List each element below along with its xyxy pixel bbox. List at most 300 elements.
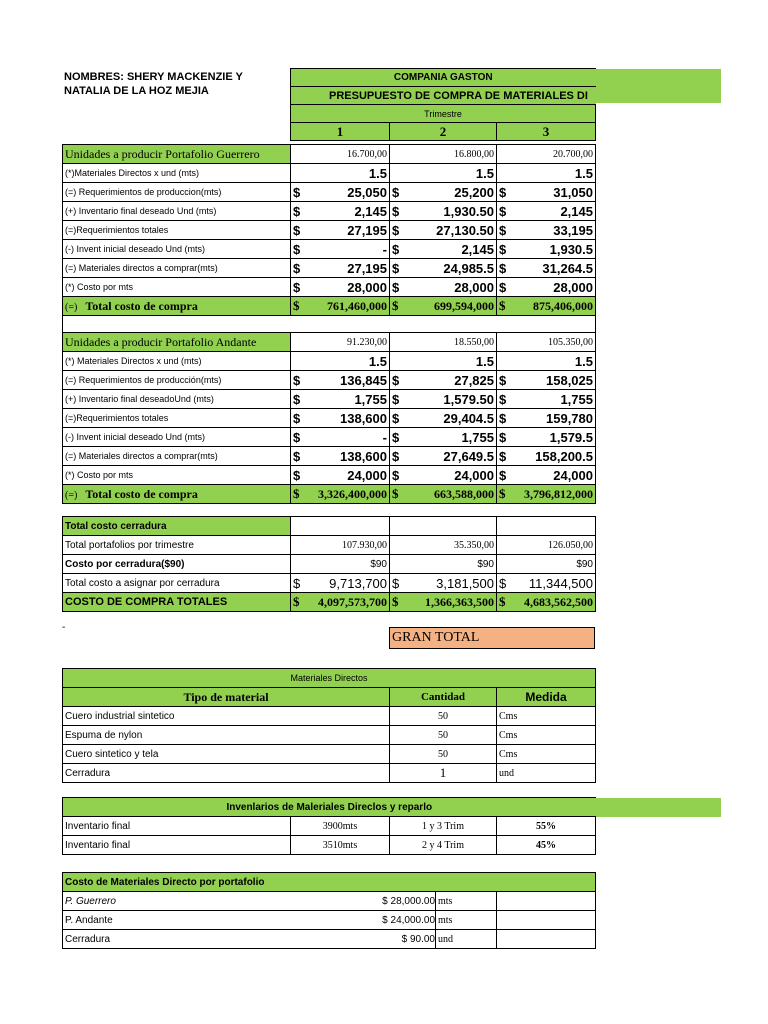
budget-header [290,68,596,141]
andante-row-q2-value: 27,825 [454,372,494,388]
dollar-sign: $ [392,298,399,313]
guerrero-row-q3-wrap [499,242,593,257]
andante-row-q1-value: 136,845 [340,372,387,388]
dollar-sign: $ [499,298,506,313]
dollar-sign: $ [499,594,506,609]
cerradura-row [63,574,596,593]
costo-label-text: P. Guerrero [65,895,116,907]
guerrero-row-q1 [291,202,390,221]
materiales-header-medida: Medida [497,688,596,707]
guerrero-row-label: (+) Inventario final deseado Und (mts) [63,202,291,221]
cerradura-row-q2: $90 [390,555,497,574]
andante-row-label: (=)Requerimientos totales [63,409,291,428]
andante-row-q3-value: 1,755 [560,391,593,407]
andante-row [63,428,596,447]
guerrero-total-q1-value: 761,460,000 [327,298,387,313]
material-qty: 50 [390,726,497,745]
guerrero-row-q1-value: - [382,241,387,257]
costo-label [63,911,436,930]
andante-row [63,447,596,466]
guerrero-row-q2 [390,278,497,297]
andante-row-q2-value: 1,755 [461,429,494,445]
andante-row [63,371,596,390]
cerradura-row-label: Total costo a asignar por cerradura [63,574,291,593]
dollar-sign: $ [293,372,301,388]
quarter-1-header: 1 [291,123,390,141]
andante-total-q2-value: 663,588,000 [434,486,494,501]
guerrero-row-q2 [390,202,497,221]
cerradura-row-q3: $90 [497,555,596,574]
inventarios-green-extension [594,798,721,817]
andante-total-q1-wrap [293,486,387,502]
costo-row [63,911,596,930]
guerrero-row [63,259,596,278]
guerrero-row-q2-wrap [392,280,494,295]
andante-row-q3 [497,466,596,485]
dollar-sign: $ [392,222,400,238]
guerrero-total-q2 [390,297,497,316]
andante-row-q1 [291,390,390,409]
cerradura-table [62,516,596,612]
guerrero-row-q2-wrap [392,223,494,238]
andante-row-q2 [390,371,497,390]
andante-row-q1 [291,428,390,447]
andante-row-q3-wrap [499,468,593,483]
dollar-sign: $ [392,279,400,295]
dollar-sign: $ [499,429,507,445]
costo-label-text: Cerradura [65,933,111,945]
dollar-sign: $ [392,391,400,407]
guerrero-row-q2-value: 24,985.5 [443,260,494,276]
inventario-trim: 2 y 4 Trim [390,836,497,855]
andante-row-q3-wrap [499,373,593,388]
inventario-qty: 3510mts [291,836,390,855]
guerrero-row-label: (*)Materiales Directos x und (mts) [63,164,291,183]
guerrero-row-q1-wrap [293,223,387,238]
andante-row-q3: 1.5 [497,352,596,371]
cerradura-row-q1: 107.930,00 [291,536,390,555]
dollar-sign: $ [499,203,507,219]
costo-row [63,892,596,911]
cerradura-total-q2 [390,593,497,612]
material-row [63,764,596,783]
dollar-sign: $ [392,410,400,426]
names-line-2: NATALIA DE LA HOZ MEJIA [64,85,209,97]
andante-row-q2-value: 29,404.5 [443,410,494,426]
andante-row-q2-wrap [392,373,494,388]
gran-total-label: GRAN TOTAL [392,630,480,645]
guerrero-total-q3-wrap [499,298,593,314]
cerradura-row-q2-value: 3,181,500 [436,575,494,591]
guerrero-units-label: Unidades a producir Portafolio Guerrero [63,145,291,164]
andante-row-q1-value: - [382,429,387,445]
guerrero-row-q3-wrap [499,261,593,276]
costo-row [63,930,596,949]
guerrero-row-q1 [291,183,390,202]
dollar-sign: $ [499,372,507,388]
guerrero-row [63,278,596,297]
guerrero-row-q2: 1.5 [390,164,497,183]
guerrero-row-q3-value: 31,050 [553,184,593,200]
cerradura-total-q3 [497,593,596,612]
empty-cell [497,517,596,536]
andante-row-q3-wrap [499,392,593,407]
cerradura-row-q1-wrap [293,576,387,591]
andante-units-row [63,333,596,352]
andante-total-q2 [390,485,497,504]
costo-label-value-wrap [65,896,435,907]
guerrero-row-q2-value: 28,000 [454,279,494,295]
inventario-pct: 55% [497,817,596,836]
guerrero-total-q2-wrap [392,298,494,314]
material-unit: Cms [497,745,596,764]
guerrero-total-q3 [497,297,596,316]
andante-row-q3-value: 159,780 [546,410,593,426]
cerradura-total-q1-wrap [293,594,387,610]
guerrero-units-q3: 20.700,00 [497,145,596,164]
guerrero-row-q1 [291,221,390,240]
guerrero-row-q1-wrap [293,280,387,295]
guerrero-row [63,221,596,240]
guerrero-row [63,240,596,259]
guerrero-row-q3-wrap [499,223,593,238]
andante-row-q1 [291,466,390,485]
guerrero-total-q1 [291,297,390,316]
costos-table [62,872,596,949]
guerrero-row [63,183,596,202]
costo-label [63,892,436,911]
materiales-header-tipo: Tipo de material [63,688,390,707]
andante-row [63,352,596,371]
guerrero-row-q2 [390,183,497,202]
andante-row-q1-value: 24,000 [347,467,387,483]
materiales-title: Materiales Directos [63,669,596,688]
guerrero-row-q3-value: 33,195 [553,222,593,238]
inventario-label: Inventario final [63,836,291,855]
andante-row-q3 [497,371,596,390]
company-name: COMPANIA GASTON [291,69,596,87]
guerrero-total-q3-value: 875,406,000 [533,298,593,313]
dollar-sign: $ [499,410,507,426]
cerradura-row-label: Costo por cerradura($90) [63,555,291,574]
costos-title: Costo de Materiales Directo por portafolio [63,873,596,892]
guerrero-row-q2 [390,240,497,259]
material-name: Cuero industrial sintetico [63,707,390,726]
cerradura-row-q2-wrap [392,576,494,591]
dollar-sign: $ [293,279,301,295]
inventario-label: Inventario final [63,817,291,836]
cerradura-title: Total costo cerradura [63,517,291,536]
andante-row [63,409,596,428]
andante-total-q1-value: 3,326,400,000 [318,486,387,501]
stray-dash: - [62,622,66,633]
andante-row-q1 [291,371,390,390]
guerrero-row-q3 [497,259,596,278]
andante-row-q2-wrap [392,449,494,464]
cerradura-total-q1 [291,593,390,612]
andante-row-q1-wrap [293,449,387,464]
andante-row-q2-value: 24,000 [454,467,494,483]
inventario-row [63,836,596,855]
main-budget-table [62,144,596,504]
cerradura-row-q1: $90 [291,555,390,574]
andante-row-q2 [390,447,497,466]
material-unit: und [497,764,596,783]
andante-row-label: (*) Costo por mts [63,466,291,485]
guerrero-row-q2 [390,259,497,278]
guerrero-row-q3-value: 1,930.5 [549,241,593,257]
cerradura-row-q3 [497,574,596,593]
material-name: Cuero sintetico y tela [63,745,390,764]
dollar-sign: $ [392,203,400,219]
costo-label-text: P. Andante [65,914,113,926]
guerrero-row-q1-value: 2,145 [354,203,387,219]
material-name: Cerradura [63,764,390,783]
guerrero-row-q1 [291,278,390,297]
inventario-pct: 45% [497,836,596,855]
material-row [63,745,596,764]
inventario-row [63,817,596,836]
material-qty: 50 [390,745,497,764]
material-unit: Cms [497,726,596,745]
inventario-qty: 3900mts [291,817,390,836]
dollar-sign: $ [392,429,400,445]
guerrero-total-row [63,297,596,316]
dollar-sign: $ [499,448,507,464]
dollar-sign: $ [392,467,400,483]
andante-row-q1-wrap [293,392,387,407]
dollar-sign: $ [293,298,300,313]
guerrero-row-q1-wrap [293,185,387,200]
guerrero-row-q2-wrap [392,185,494,200]
dollar-sign: $ [499,575,507,591]
cerradura-row-q2 [390,574,497,593]
andante-row-q3-value: 1,579.5 [549,429,593,445]
andante-row-label: (*) Materiales Directos x und (mts) [63,352,291,371]
andante-row-q3-wrap [499,411,593,426]
names-line-1: NOMBRES: SHERY MACKENZIE Y [64,71,243,83]
andante-units-q1: 91.230,00 [291,333,390,352]
andante-row-q2-wrap [392,392,494,407]
guerrero-row-q2-value: 2,145 [461,241,494,257]
cerradura-total-q2-wrap [392,594,494,610]
dollar-sign: $ [499,467,507,483]
guerrero-row-q1-value: 27,195 [347,222,387,238]
andante-units-q3: 105.350,00 [497,333,596,352]
cerradura-total-q3-value: 4,683,562,500 [524,594,593,609]
inventarios-table [62,797,596,855]
andante-row-q2-value: 27,649.5 [443,448,494,464]
andante-row [63,466,596,485]
andante-row-q3-value: 158,025 [546,372,593,388]
andante-total-q2-wrap [392,486,494,502]
dollar-sign: $ [293,241,301,257]
dollar-sign: $ [293,594,300,609]
guerrero-row-q1-wrap [293,261,387,276]
andante-row-q1-wrap [293,373,387,388]
guerrero-row-q2-wrap [392,204,494,219]
dollar-sign: $ [293,260,301,276]
dollar-sign: $ [392,575,400,591]
andante-row-q3 [497,447,596,466]
cerradura-row-q1 [291,574,390,593]
andante-total-row [63,485,596,504]
andante-row-q1-value: 138,600 [340,410,387,426]
andante-row-q3-wrap [499,430,593,445]
guerrero-row-q1-wrap [293,204,387,219]
costo-value: $ 24,000.00 [382,914,435,926]
dollar-sign: $ [392,372,400,388]
dollar-sign: $ [392,241,400,257]
material-unit: Cms [497,707,596,726]
cerradura-row-q1-value: 9,713,700 [329,575,387,591]
guerrero-row [63,164,596,183]
dollar-sign: $ [392,184,400,200]
dollar-sign: $ [293,203,301,219]
guerrero-row-q3 [497,221,596,240]
guerrero-total-label [63,297,291,316]
cerradura-row-q3-wrap [499,576,593,591]
dollar-sign: $ [293,391,301,407]
guerrero-row-q2-wrap [392,242,494,257]
andante-row-q1-wrap [293,430,387,445]
cerradura-total-q1-value: 4,097,573,700 [318,594,387,609]
guerrero-row-q1-value: 28,000 [347,279,387,295]
andante-row-q2 [390,466,497,485]
andante-row-q2 [390,428,497,447]
guerrero-row-q2-value: 27,130.50 [436,222,494,238]
dollar-sign: $ [499,486,506,501]
andante-row-q1: 1.5 [291,352,390,371]
guerrero-row-q2 [390,221,497,240]
dollar-sign: $ [499,391,507,407]
costo-unit: mts [436,892,497,911]
andante-row-label: (=) Materiales directos a comprar(mts) [63,447,291,466]
andante-total-q3 [497,485,596,504]
dollar-sign: $ [392,448,400,464]
material-qty: 50 [390,707,497,726]
guerrero-row-q2-value: 1,930.50 [443,203,494,219]
dollar-sign: $ [499,184,507,200]
dollar-sign: $ [293,429,301,445]
material-row [63,707,596,726]
guerrero-row-q3 [497,278,596,297]
andante-row-q2-wrap [392,411,494,426]
empty-cell [497,930,596,949]
andante-row-label: (+) Inventario final deseadoUnd (mts) [63,390,291,409]
guerrero-row-q3-wrap [499,204,593,219]
material-name: Espuma de nylon [63,726,390,745]
material-qty: 1 [390,764,497,783]
guerrero-row-q2-wrap [392,261,494,276]
guerrero-row-label: (=) Materiales directos a comprar(mts) [63,259,291,278]
empty-cell [291,517,390,536]
dollar-sign: $ [392,260,400,276]
dollar-sign: $ [293,486,300,501]
andante-row-q2-wrap [392,430,494,445]
total-text: Total costo de compra [85,486,198,501]
guerrero-row-q2-value: 25,200 [454,184,494,200]
guerrero-row-q3: 1.5 [497,164,596,183]
empty-cell [497,911,596,930]
andante-row-q3-value: 158,200.5 [535,448,593,464]
costo-value: $ 90.00 [401,933,435,945]
materiales-header-cantidad: Cantidad [390,688,497,707]
andante-units-label: Unidades a producir Portafolio Andante [63,333,291,352]
andante-row-q2-wrap [392,468,494,483]
dollar-sign: $ [499,260,507,276]
total-text: Total costo de compra [85,298,198,313]
student-names [64,70,243,98]
cerradura-row [63,555,596,574]
material-row [63,726,596,745]
guerrero-row-q1: 1.5 [291,164,390,183]
dollar-sign: $ [499,222,507,238]
guerrero-row-q3-value: 28,000 [553,279,593,295]
dollar-sign: $ [293,448,301,464]
cerradura-total-row [63,593,596,612]
andante-row-q1-value: 1,755 [354,391,387,407]
guerrero-units-row [63,145,596,164]
guerrero-row-label: (-) Invent inicial deseado Und (mts) [63,240,291,259]
total-prefix: (=) [65,301,78,313]
andante-total-q3-wrap [499,486,593,502]
guerrero-row-q3-wrap [499,280,593,295]
andante-row-q1-wrap [293,468,387,483]
costo-unit: und [436,930,497,949]
guerrero-units-q1: 16.700,00 [291,145,390,164]
guerrero-row-q1 [291,259,390,278]
guerrero-row-q3 [497,240,596,259]
dollar-sign: $ [293,467,301,483]
guerrero-row-q3-value: 31,264.5 [542,260,593,276]
cerradura-row-label: Total portafolios por trimestre [63,536,291,555]
andante-row-q2 [390,390,497,409]
guerrero-units-q2: 16.800,00 [390,145,497,164]
guerrero-row-label: (*) Costo por mts [63,278,291,297]
dollar-sign: $ [293,184,301,200]
andante-units-q2: 18.550,00 [390,333,497,352]
guerrero-row-q3 [497,183,596,202]
andante-row-q2-value: 1,579.50 [443,391,494,407]
empty-cell [497,892,596,911]
guerrero-total-q1-wrap [293,298,387,314]
inventario-trim: 1 y 3 Trim [390,817,497,836]
andante-row-q3 [497,390,596,409]
guerrero-row-q3 [497,202,596,221]
trimestre-label: Trimestre [291,105,596,123]
dollar-sign: $ [499,241,507,257]
budget-title: PRESUPUESTO DE COMPRA DE MATERIALES DI [291,87,596,105]
guerrero-row-q1 [291,240,390,259]
andante-row-q1 [291,447,390,466]
cerradura-row-q3: 126.050,00 [497,536,596,555]
costo-label-value-wrap [65,934,435,945]
guerrero-row-label: (=) Requerimientos de produccion(mts) [63,183,291,202]
andante-row-q2 [390,409,497,428]
andante-total-q1 [291,485,390,504]
andante-row-label: (-) Invent inicial deseado Und (mts) [63,428,291,447]
header-green-extension [594,69,721,103]
costo-label-value-wrap [65,915,435,926]
cerradura-title-row [63,517,596,536]
total-prefix: (=) [65,489,78,501]
andante-row [63,390,596,409]
cerradura-row-q3-value: 11,344,500 [528,575,593,591]
andante-row-q3-wrap [499,449,593,464]
andante-row-q2: 1.5 [390,352,497,371]
cerradura-total-q2-value: 1,366,363,500 [425,594,494,609]
